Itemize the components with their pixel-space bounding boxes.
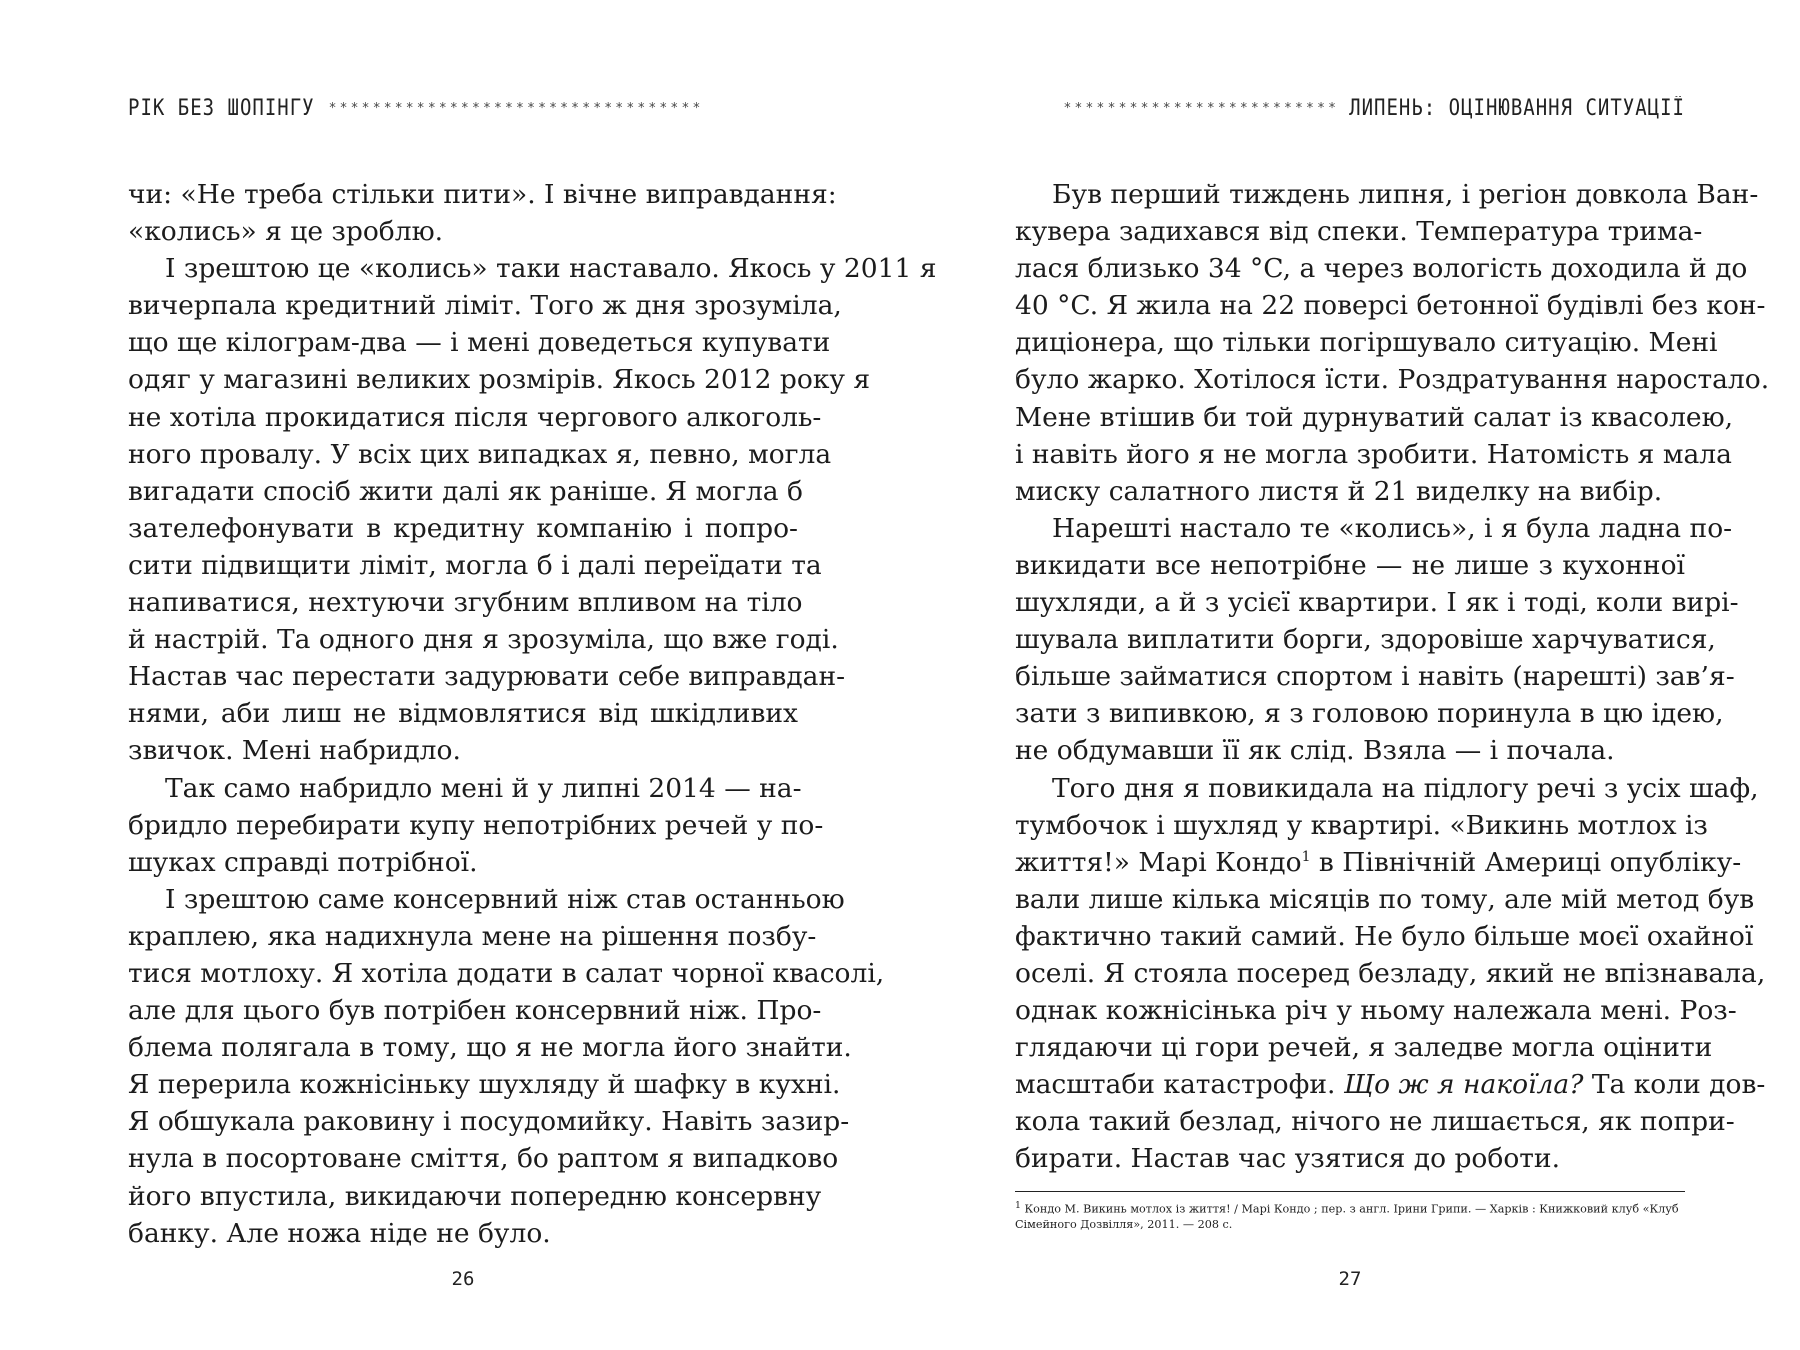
text-line: фактично такий самий. Не було більше моєї охайної	[1015, 920, 1754, 952]
text-line: було жарко. Хотілося їсти. Роздратування наростало.	[1015, 364, 1770, 396]
text-line: чи: «Не треба стільки пити». І вічне виправдання:	[128, 179, 837, 210]
book-title: РІК БЕЗ ШОПІНГУ	[128, 96, 315, 120]
text-line: життя!» Марі Кондо$^1$ в Північній Америці опубліку-	[1015, 846, 1742, 878]
text-line: нула в посортоване сміття, бо раптом я випадково	[128, 1143, 839, 1175]
text-line: краплею, яка надихнула мене на рішення позбу-	[128, 920, 817, 952]
text-line: зателефонувати в кредитну компанію і попро-	[128, 512, 798, 544]
text-line: бирати. Настав час узятися до роботи.	[1015, 1143, 1561, 1175]
text-line: Того дня я повикидала на підлогу речі з усіх шаф,	[1052, 772, 1759, 804]
text-line: напиватися, нехтуючи згубним впливом на тіло	[128, 587, 803, 619]
left-body-text	[128, 176, 937, 1252]
right-page	[1015, 0, 1770, 1350]
ornament-stars: **********************************	[328, 100, 704, 116]
page-number-right: 27	[1338, 1268, 1362, 1290]
page-number-left: 26	[451, 1268, 475, 1290]
footnote-reference[interactable]: 1	[1301, 848, 1311, 865]
footnote	[1015, 1198, 1685, 1232]
italic-phrase: Що ж я накоїла?	[1343, 1069, 1584, 1101]
text-line: тумбочок і шухляд у квартирі. «Викинь мотлох із	[1015, 809, 1708, 841]
text-line: шухляди, а й з усієї квартири. І як і тоді, коли вирі-	[1015, 587, 1739, 619]
text-line: Був перший тиждень липня, і регіон довкола Ван-	[1052, 179, 1759, 210]
text-line: 40 °C. Я жила на 22 поверсі бетонної будівлі без кон-	[1015, 290, 1766, 322]
text-line: Я обшукала раковину і посудомийку. Навіть зазир-	[128, 1106, 850, 1138]
text-line: миску салатного листя й 21 виделку на вибір.	[1015, 475, 1663, 507]
text-line: однак кожнісінька річ у ньому належала мені. Роз-	[1015, 995, 1737, 1027]
text-line: Нарешті настало те «колись», і я була ладна по-	[1052, 512, 1733, 544]
text-line: банку. Але ножа ніде не було.	[128, 1217, 551, 1249]
footnote-line-1: $^1$ Кондо М. Викинь мотлох із життя! / Марі Кондо ; пер. з англ. Ірини Грипи. — Харків : Книжковий клуб «Клуб	[1015, 1200, 1679, 1216]
running-head-left	[128, 96, 798, 120]
text-line: вичерпала кредитний ліміт. Того ж дня зрозуміла,	[128, 290, 842, 322]
text-line: шувала виплатити борги, здоровіше харчуватися,	[1015, 624, 1716, 656]
text-line: що ще кілограм-два — і мені доведеться купувати	[128, 327, 831, 359]
text-line: не обдумавши її як слід. Взяла — і почала.	[1015, 735, 1615, 767]
right-body-text	[1015, 176, 1770, 1178]
text-line: не хотіла прокидатися після чергового алкоголь-	[128, 401, 822, 433]
text-line: блема полягала в тому, що я не могла його знайти.	[128, 1032, 852, 1064]
text-line: й настрій. Та одного дня я зрозуміла, що вже годі.	[128, 624, 839, 656]
left-page	[128, 0, 937, 1350]
text-line: звичок. Мені набридло.	[128, 735, 461, 767]
text-line: шуках справді потрібної.	[128, 846, 478, 878]
text-line: вигадати спосіб жити далі як раніше. Я могла б	[128, 475, 803, 507]
text-line: лася близько 34 °C, а через вологість доходила й до	[1015, 253, 1748, 285]
text-line: тися мотлоху. Я хотіла додати в салат чорної квасолі,	[128, 957, 885, 989]
text-line: бридло перебирати купу непотрібних речей у по-	[128, 809, 824, 841]
text-line: І зрештою саме консервний ніж став останньою	[165, 883, 845, 915]
text-line: вали лише кілька місяців по тому, але мій метод був	[1015, 883, 1755, 915]
text-line: оселі. Я стояла посеред безладу, який не впізнавала,	[1015, 957, 1766, 989]
text-line: зати з випивкою, я з головою поринула в цю ідею,	[1015, 698, 1724, 730]
text-line: «колись» я це зроблю.	[128, 216, 444, 248]
running-head-right	[1015, 96, 1685, 120]
text-line: ного провалу. У всіх цих випадках я, певно, могла	[128, 438, 832, 470]
text-line: сити підвищити ліміт, могла б і далі переїдати та	[128, 549, 822, 581]
footnote-divider	[1015, 1191, 1685, 1192]
ornament-stars: *************************	[1063, 100, 1340, 116]
text-line: більше займатися спортом і навіть (нарешті) зав’я-	[1015, 661, 1735, 693]
text-line: нями, аби лиш не відмовлятися від шкідливих	[128, 698, 798, 730]
text-line: Мене втішив би той дурнуватий салат із квасолею,	[1015, 401, 1734, 433]
text-line: викидати все непотрібне — не лише з кухонної	[1015, 549, 1685, 581]
text-line: І зрештою це «колись» таки наставало. Якось у 2011 я	[165, 253, 937, 285]
text-line: глядаючи ці гори речей, я заледве могла оцінити	[1015, 1032, 1713, 1064]
chapter-title: ЛИПЕНЬ: ОЦІНЮВАННЯ СИТУАЦІЇ	[1349, 96, 1685, 120]
text-line: Так само набридло мені й у липні 2014 — на-	[165, 772, 802, 804]
text-line: кола такий безлад, нічого не лишається, як попри-	[1015, 1106, 1735, 1138]
text-line: його впустила, викидаючи попередню консервну	[128, 1180, 822, 1212]
text-line: масштаби катастрофи. Що ж я накоїла? Та коли дов-	[1015, 1069, 1766, 1101]
text-line: але для цього був потрібен консервний ніж. Про-	[128, 995, 822, 1027]
text-line: кувера задихався від спеки. Температура трима-	[1015, 216, 1703, 248]
text-line: диціонера, що тільки погіршувало ситуацію. Мені	[1015, 327, 1718, 359]
text-line: Настав час перестати задурювати себе виправдан-	[128, 661, 846, 693]
footnote-line-2: Сімейного Дозвілля», 2011. — 208 с.	[1015, 1217, 1233, 1231]
text-line: і навіть його я не могла зробити. Натомість я мала	[1015, 438, 1732, 470]
text-line: одяг у магазині великих розмірів. Якось 2012 року я	[128, 364, 871, 396]
text-line: Я перерила кожнісіньку шухляду й шафку в кухні.	[128, 1069, 841, 1101]
footnote-marker: 1	[1015, 1200, 1021, 1211]
